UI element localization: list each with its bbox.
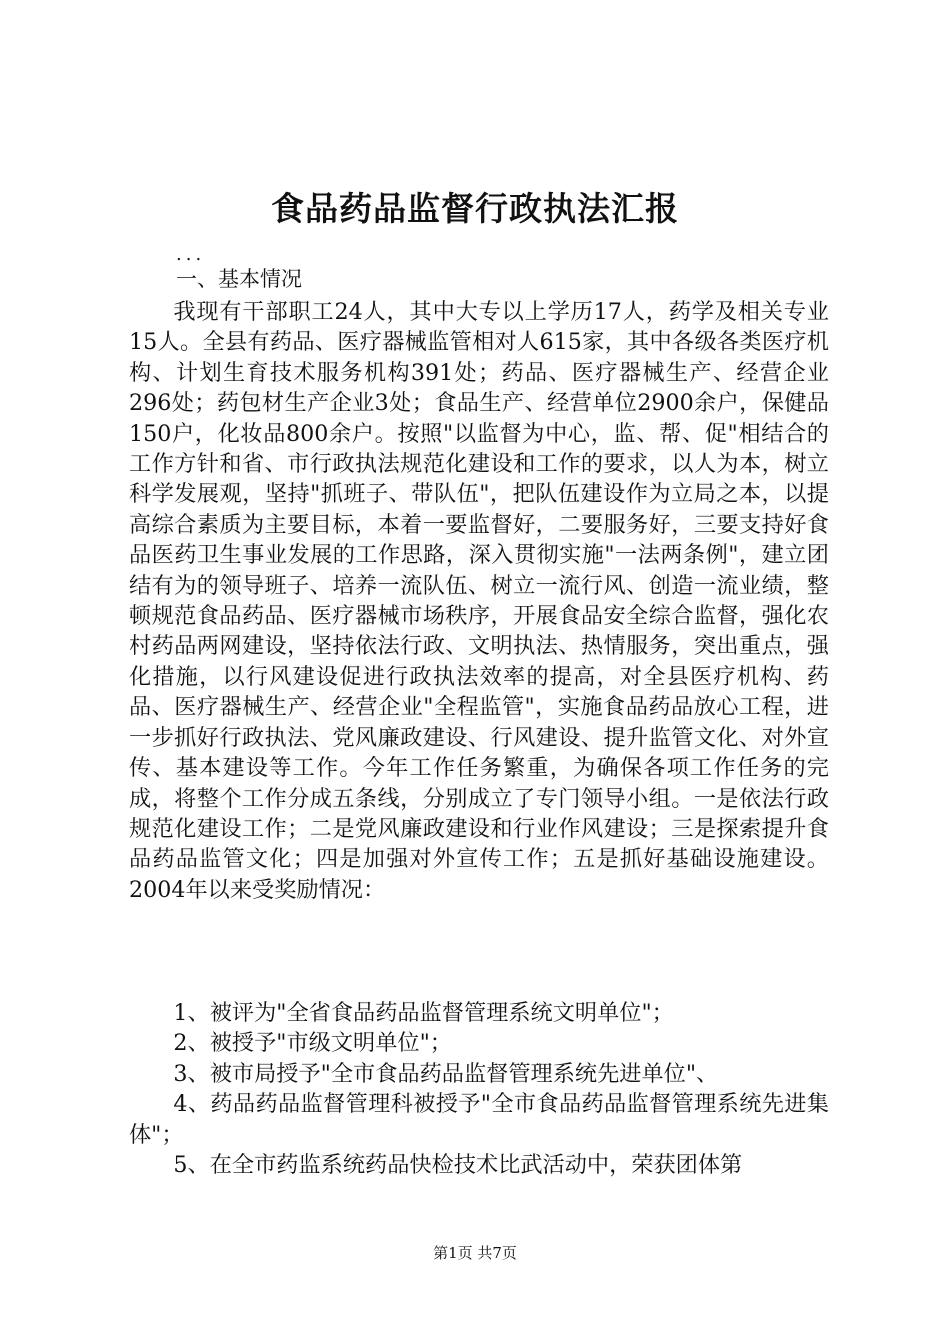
award-list — [129, 998, 829, 1180]
body-paragraph: 我现有干部职工24人，其中大专以上学历17人，药学及相关专业15人。全县有药品、医疗器械监管相对人615家，其中各级各类医疗机构、计划生育技术服务机构391处；药品、医疗器械生产、经营企业296处；药包材生产企业3处；食品生产、经营单位2900余户，保健品150户，化妆品800余户。按照"以监督为中心，监、帮、促"相结合的工作方针和省、市行政执法规范化建设和工作的要求，以人为本，树立科学发展观，坚持"抓班子、带队伍"，把队伍建设作为立局之本，以提高综合素质为主要目标，本着一要监督好，二要服务好，三要支持好食品医药卫生事业发展的工作思路，深入贯彻实施"一法两条例"，建立团结有为的领导班子、培养一流队伍、树立一流行风、创造一流业绩，整顿规范食品药品、医疗器械市场秩序，开展食品安全综合监督，强化农村药品两网建设，坚持依法行政、文明执法、热情服务，突出重点，强化措施，以行风建设促进行政执法效率的提高，对全县医疗机构、药品、医疗器械生产、经营企业"全程监管"，实施食品药品放心工程，进一步抓好行政执法、党风廉政建设、行风建设、提升监管文化、对外宣传、基本建设等工作。今年工作任务繁重，为确保各项工作任务的完成，将整个工作分成五条线，分别成立了专门领导小组。一是依法行政规范化建设工作；二是党风廉政建设和行业作风建设；三是探索提升食品药品监管文化；四是加强对外宣传工作；五是抓好基础设施建设。2004年以来受奖励情况： — [129, 299, 829, 903]
award-item-3: 3、被市局授予"全市食品药品监督管理系统先进单位"、 — [173, 1060, 719, 1087]
page-footer: 第1页 共7页 — [433, 1244, 517, 1262]
award-item-2: 2、被授予"市级文明单位"； — [173, 1030, 452, 1057]
award-item-5: 5、在全市药监系统药品快检技术比武活动中，荣获团体第 — [173, 1152, 743, 1179]
award-item-1: 1、被评为"全省食品药品监督管理系统文明单位"； — [173, 1000, 674, 1026]
ellipsis-marker: ... — [176, 244, 206, 265]
award-item-4: 4、药品药品监督管理科被授予"全市食品药品监督管理系统先进集体"； — [129, 1091, 829, 1148]
section-heading-basic-situation: 一、基本情况 — [176, 267, 302, 291]
document-title: 食品药品监督行政执法汇报 — [271, 189, 679, 228]
